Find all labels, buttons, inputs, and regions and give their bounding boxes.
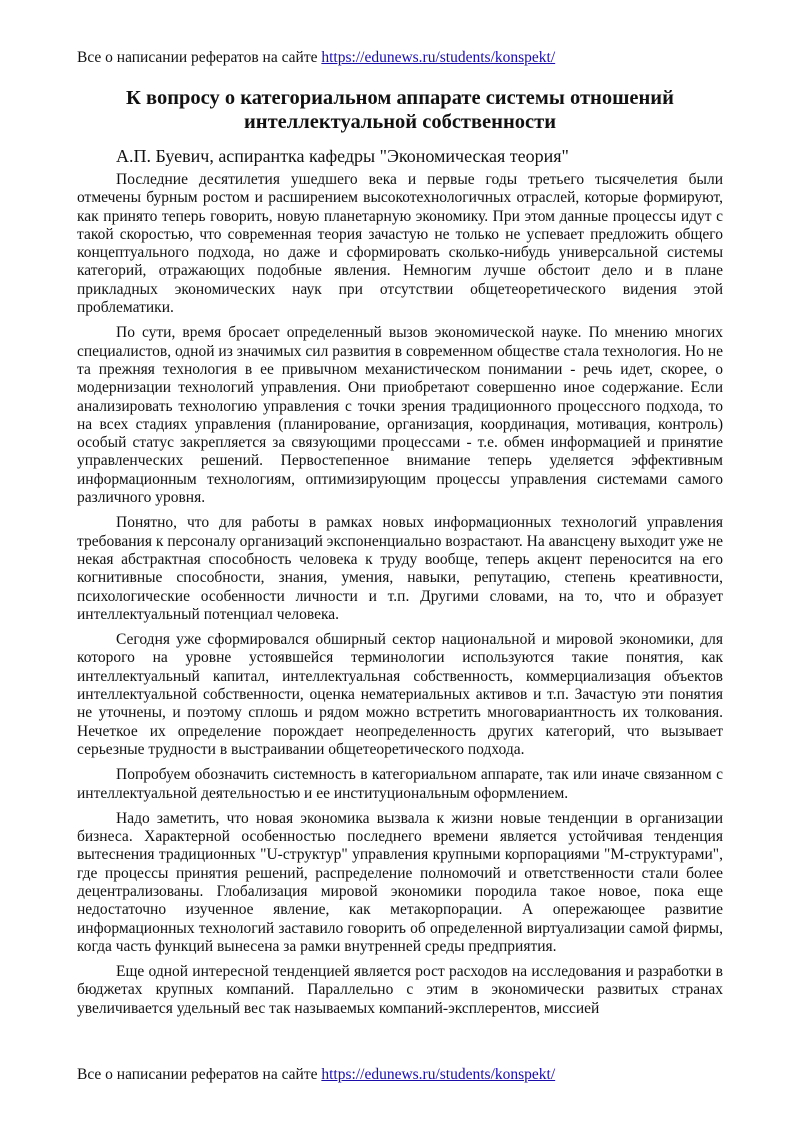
header-text: Все о написании рефератов на сайте — [77, 49, 322, 66]
paragraph-6: Надо заметить, что новая экономика вызвала к жизни новые тенденции в организации бизнеса. Характерной особенностью последнего времени является устойчивая тенденция вытеснения традиционных "U-структур" управления крупными корпорациями "M-структурами", где процессы принятия решений, распределение полномочий и ответственности стали более децентрализованы. Глобализация мировой экономики породила такое новое, пока еще недостаточно изученное явление, как метакорпорации. А опережающее развитие информационных технологий заставило говорить об определенной виртуализации самой фирмы, когда часть функций вынесена за рамки внутренней среды предприятия. — [77, 809, 723, 955]
paragraph-7: Еще одной интересной тенденцией является рост расходов на исследования и разработки в бюджетах крупных компаний. Параллельно с этим в экономически развитых странах увеличивается удельный вес так называемых компаний-эксплерентов, миссией — [77, 963, 723, 1017]
paragraph-3: Понятно, что для работы в рамках новых информационных технологий управления требования к персоналу организаций экспоненциально возрастают. На авансцену выходит уже не некая абстрактная способность человека к труду вообще, теперь акцент переносится на его когнитивные способности, знания, умения, навыки, репутацию, степень креативности, психологические особенности личности и т.п. Другими словами, на то, что и образует интеллектуальный потенциал человека. — [77, 514, 723, 623]
footer-text: Все о написании рефератов на сайте — [77, 1066, 322, 1083]
paragraph-2: По сути, время бросает определенный вызов экономической науке. По мнению многих специалистов, одной из значимых сил развития в современном обществе стала технология. Но не та прежняя технология в ее привычном механистическом понимании - речь идет, скорее, о модернизации технологий управления. Они приобретают совершенно иное содержание. Если анализировать технологию управления с точки зрения традиционного процессного подхода, то на всех стадиях управления (планирование, организация, координация, мотивация, контроль) особый статус закрепляется за связующими процессами - т.е. обмен информацией и принятие управленческих решений. Первостепенное внимание теперь уделяется эффективным информационным технологиям, оптимизирующим процессы управления системами самого различного уровня. — [77, 324, 723, 507]
header-link[interactable]: https://edunews.ru/students/konspekt/ — [321, 49, 556, 66]
page-footer — [77, 1066, 555, 1084]
document-title: К вопросу о категориальном аппарате системы отношений интеллектуальной собственности — [126, 87, 674, 133]
footer-link[interactable]: https://edunews.ru/students/konspekt/ — [321, 1066, 556, 1083]
paragraph-1: Последние десятилетия ушедшего века и первые годы третьего тысячелетия были отмечены бурным ростом и расширением высокотехнологичных отраслей, которые формируют, как принято теперь говорить, новую планетарную экономику. При этом данные процессы идут с такой скоростью, что современная теория зачастую не только не успевает предложить общего концептуального подхода, но даже и сформировать сколько-нибудь универсальной системы категорий, отражающих подобные явления. Немногим лучше обстоит дело и в плане прикладных экономических наук при отсутствии общетеоретического видения этой проблематики. — [77, 171, 723, 317]
document-body — [77, 171, 723, 1025]
page-header — [77, 49, 555, 67]
paragraph-5: Попробуем обозначить системность в категориальном аппарате, так или иначе связанном с интеллектуальной деятельностью и ее институциональным оформлением. — [77, 766, 723, 802]
document-author: А.П. Буевич, аспирантка кафедры "Экономическая теория" — [116, 146, 569, 166]
paragraph-4: Сегодня уже сформировался обширный сектор национальной и мировой экономики, для которого на уровне устоявшейся терминологии используются такие понятия, как интеллектуальный капитал, интеллектуальная собственность, коммерциализация объектов интеллектуальной собственности, оценка нематериальных активов и т.п. Зачастую эти понятия не уточнены, и поэтому сплошь и рядом можно встретить многовариантность их толкования. Нечеткое их определение порождает неопределенность других категорий, что вызывает серьезные трудности в выстраивании общетеоретического подхода. — [77, 631, 723, 758]
